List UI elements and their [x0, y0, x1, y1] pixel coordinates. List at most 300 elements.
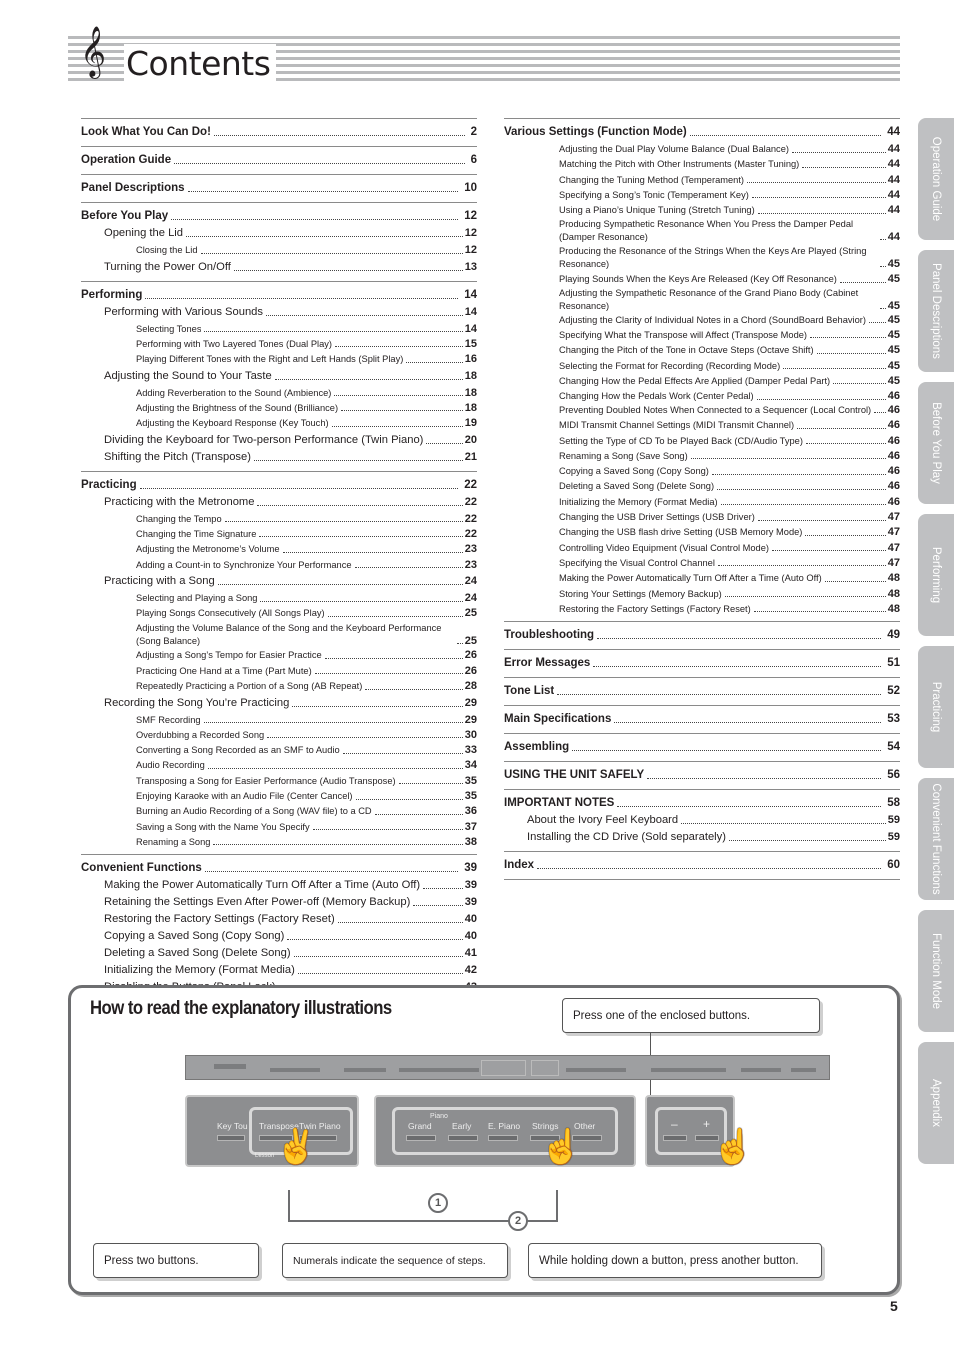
dot-leader: [205, 871, 458, 872]
toc-entry[interactable]: [81, 895, 477, 910]
dot-leader: [725, 596, 886, 597]
toc-entry-title: Copying a Saved Song (Copy Song): [559, 466, 709, 477]
toc-page-number: 44: [887, 143, 900, 155]
dot-leader: [880, 308, 886, 309]
panel-overview: [185, 1055, 830, 1080]
toc-entry[interactable]: [504, 813, 900, 828]
toc-entry[interactable]: [504, 404, 900, 417]
treble-clef-icon: 𝄞: [80, 26, 107, 77]
side-tab[interactable]: [918, 118, 954, 240]
toc-entry[interactable]: [504, 328, 900, 343]
toc-entry-title: Burning an Audio Recording of a Song (WAV file) to a CD: [136, 806, 372, 817]
toc-page-number: 22: [464, 512, 477, 525]
toc-entry-title: Adding Reverberation to the Sound (Ambience): [136, 387, 332, 398]
callout-press-two: [93, 1243, 259, 1278]
dot-leader: [341, 410, 463, 411]
toc-page-number: 25: [464, 634, 477, 647]
toc-section: [504, 621, 900, 649]
toc-page-number: 39: [464, 879, 477, 892]
toc-entry[interactable]: [504, 556, 900, 571]
dot-leader: [681, 823, 886, 824]
zoom-label: Grand: [408, 1121, 432, 1131]
side-tab[interactable]: [918, 910, 954, 1032]
toc-entry-title: Recording the Song You’re Practicing: [104, 696, 290, 709]
toc-entry-title: Selecting and Playing a Song: [136, 593, 258, 604]
dot-leader: [802, 167, 885, 168]
dot-leader: [325, 658, 463, 659]
toc-entry[interactable]: [81, 527, 477, 542]
dot-leader: [332, 426, 463, 427]
dot-leader: [171, 219, 458, 220]
toc-page-number: 22: [464, 495, 477, 508]
toc-page-number: 35: [464, 774, 477, 787]
toc-section: [504, 733, 900, 761]
dot-leader: [214, 135, 465, 136]
toc-entry-title: Error Messages: [504, 657, 591, 670]
toc-page-number: 24: [464, 592, 477, 605]
toc-entry-title: Look What You Can Do!: [81, 126, 211, 138]
dot-leader: [275, 379, 463, 380]
dot-leader: [758, 213, 886, 214]
toc-page-number: 45: [887, 314, 900, 327]
toc-entry[interactable]: [81, 416, 477, 431]
toc-entry[interactable]: [81, 591, 477, 606]
toc-entry[interactable]: [504, 449, 900, 464]
dot-leader: [840, 282, 886, 283]
side-tab-label: Operation Guide: [930, 136, 942, 222]
toc-entry[interactable]: [504, 389, 900, 404]
toc-entry[interactable]: [81, 664, 477, 679]
dot-leader: [423, 888, 463, 889]
toc-page-number: 20: [464, 433, 477, 446]
dot-leader: [283, 552, 463, 553]
toc-page-number: 44: [887, 231, 900, 244]
toc-entry-title: MIDI Transmit Channel Settings (MIDI Transmit Channel): [559, 420, 795, 431]
toc-entry[interactable]: [81, 963, 477, 978]
dot-leader: [204, 331, 462, 332]
toc-entry-title: Specifying the Visual Control Channel: [559, 557, 715, 568]
toc-entry[interactable]: [81, 352, 477, 367]
toc-entry-title: Repeatedly Practicing a Portion of a Song (AB Repeat): [136, 681, 363, 692]
dot-leader: [292, 706, 462, 707]
toc-entry-title: Practicing: [81, 478, 137, 491]
toc-entry-title: Producing Sympathetic Resonance When You Press the Damper Pedal (Damper Resonance): [559, 219, 854, 243]
dot-leader: [287, 939, 462, 940]
dot-leader: [747, 182, 886, 183]
dot-leader: [343, 753, 463, 754]
toc-right-column: [504, 118, 900, 880]
toc-entry-title: USING THE UNIT SAFELY: [504, 769, 645, 782]
toc-entry[interactable]: [81, 679, 477, 694]
toc-entry-title: Enjoying Karaoke with an Audio File (Center Cancel): [136, 791, 353, 802]
toc-entry[interactable]: [504, 287, 900, 313]
toc-entry-title: Closing the Lid: [136, 245, 198, 255]
dot-leader: [294, 956, 463, 957]
dot-leader: [406, 362, 462, 363]
toc-page-number: 45: [887, 300, 900, 313]
pointing-hand-icon: ☝: [712, 1128, 755, 1166]
toc-entry[interactable]: [504, 203, 900, 218]
dot-leader: [218, 584, 463, 585]
toc-entry-title: Adjusting the Metronome’s Volume: [136, 544, 280, 555]
toc-page-number: 44: [887, 204, 900, 217]
toc-section: [81, 202, 477, 281]
toc-page-number: 23: [464, 558, 477, 571]
toc-entry[interactable]: [504, 628, 900, 643]
toc-entry[interactable]: [504, 125, 900, 140]
toc-entry[interactable]: [504, 173, 900, 188]
dot-leader: [335, 346, 463, 347]
toc-page-number: 29: [464, 696, 477, 709]
dot-leader: [186, 236, 463, 237]
toc-entry[interactable]: [504, 684, 900, 699]
side-tab-label: Appendix: [930, 1079, 942, 1127]
dot-leader: [718, 565, 886, 566]
dot-leader: [874, 412, 886, 413]
toc-entry[interactable]: [504, 510, 900, 525]
toc-entry[interactable]: [81, 946, 477, 961]
dot-leader: [617, 806, 881, 807]
toc-page-number: 46: [887, 495, 900, 508]
side-tab[interactable]: [918, 250, 954, 372]
toc-entry[interactable]: [81, 606, 477, 621]
callout-text: Press two buttons.: [104, 1254, 199, 1267]
side-tab-label: Practicing: [930, 681, 942, 733]
toc-entry[interactable]: [81, 153, 477, 168]
dot-leader: [833, 383, 886, 384]
toc-entry-title: Playing Sounds When the Keys Are Released (Key Off Resonance): [559, 274, 837, 285]
zoom-label: Strings: [532, 1121, 559, 1131]
toc-entry-title: Setting the Type of CD To be Played Back (CD/Audio Type): [559, 435, 803, 446]
toc-entry[interactable]: [81, 878, 477, 893]
callout-press-enclosed: [562, 998, 820, 1033]
toc-entry-title: Installing the CD Drive (Sold separately): [527, 831, 726, 844]
toc-entry-title: Main Specifications: [504, 713, 612, 726]
dot-leader: [145, 298, 458, 299]
toc-entry[interactable]: [504, 142, 900, 157]
toc-entry-title: Practicing One Hand at a Time (Part Mute): [136, 665, 312, 676]
dot-leader: [880, 239, 886, 240]
dot-leader: [810, 337, 886, 338]
toc-page-number: 48: [887, 587, 900, 600]
toc-entry[interactable]: [81, 288, 477, 303]
toc-entry-title: Restoring the Factory Settings (Factory Reset): [104, 913, 335, 926]
toc-entry[interactable]: [504, 374, 900, 389]
toc-entry-title: Opening the Lid: [104, 227, 183, 239]
toc-page-number: 12: [464, 227, 477, 239]
toc-entry-title: Changing the USB flash drive Setting (USB Memory Mode): [559, 527, 803, 538]
dot-leader: [260, 601, 462, 602]
toc-entry[interactable]: [81, 450, 477, 465]
callout-text: Numerals indicate the sequence of steps.: [293, 1254, 486, 1267]
toc-entry[interactable]: [504, 768, 900, 783]
toc-entry[interactable]: [81, 728, 477, 743]
toc-page-number: 46: [887, 390, 900, 403]
toc-entry[interactable]: [504, 434, 900, 449]
toc-entry[interactable]: [504, 656, 900, 671]
toc-entry-title: Selecting the Format for Recording (Recording Mode): [559, 360, 781, 371]
toc-entry-title: Overdubbing a Recorded Song: [136, 729, 265, 740]
toc-entry-title: Changing the Tuning Method (Temperament): [559, 174, 745, 185]
toc-entry[interactable]: [81, 512, 477, 527]
toc-entry-title: Index: [504, 859, 535, 872]
toc-page-number: 58: [887, 797, 900, 810]
toc-entry-title: Practicing with the Metronome: [104, 495, 255, 508]
toc-entry-title: Practicing with a Song: [104, 575, 215, 588]
toc-entry[interactable]: [81, 912, 477, 927]
toc-entry[interactable]: [81, 789, 477, 804]
zoom-label: Early: [452, 1121, 472, 1131]
toc-entry-title: Restoring the Factory Settings (Factory Reset): [559, 603, 751, 614]
toc-page-number: 48: [887, 602, 900, 615]
toc-page-number: 47: [887, 511, 900, 524]
toc-entry[interactable]: [81, 743, 477, 758]
toc-entry[interactable]: [81, 369, 477, 384]
zoom-label: Lesson: [255, 1153, 275, 1159]
toc-section: [504, 761, 900, 789]
toc-entry[interactable]: [81, 386, 477, 401]
toc-page-number: 56: [887, 769, 900, 782]
toc-page-number: 44: [887, 158, 900, 171]
dot-leader: [717, 489, 886, 490]
plus-icon: +: [703, 1117, 711, 1131]
toc-entry[interactable]: [81, 696, 477, 711]
toc-page-number: 52: [887, 685, 900, 698]
dot-leader: [754, 611, 886, 612]
dot-leader: [772, 550, 886, 551]
toc-entry-title: Assembling: [504, 741, 570, 754]
toc-left-column: [81, 118, 477, 1002]
toc-entry-title: Turning the Power On/Off: [104, 260, 231, 273]
dot-leader: [426, 443, 462, 444]
toc-entry[interactable]: [504, 495, 900, 510]
toc-page-number: 47: [887, 556, 900, 569]
dot-leader: [257, 505, 462, 506]
dot-leader: [758, 520, 886, 521]
toc-entry-title: Convenient Functions: [81, 862, 202, 875]
toc-entry-title: SMF Recording: [136, 714, 201, 725]
toc-page-number: 22: [464, 527, 477, 540]
step-number-2: 2: [508, 1211, 528, 1231]
toc-entry-title: Transposing a Song for Easier Performance (Audio Transpose): [136, 775, 396, 786]
toc-entry[interactable]: [81, 401, 477, 416]
toc-entry[interactable]: [81, 713, 477, 728]
toc-page-number: 14: [464, 322, 477, 335]
callout-numerals: [282, 1243, 508, 1278]
dot-leader: [597, 638, 881, 639]
toc-entry[interactable]: [504, 272, 900, 287]
dot-leader: [315, 673, 463, 674]
toc-entry[interactable]: [504, 541, 900, 556]
toc-entry[interactable]: [81, 322, 477, 337]
toc-entry-title: Performing with Various Sounds: [104, 305, 263, 318]
callout-hold-press: [528, 1243, 822, 1278]
toc-entry[interactable]: [81, 558, 477, 573]
toc-page-number: 23: [464, 543, 477, 556]
toc-entry[interactable]: [504, 525, 900, 540]
toc-entry[interactable]: [81, 478, 477, 493]
zoom-label: Twin Piano: [299, 1121, 341, 1131]
toc-page-number: 48: [887, 572, 900, 585]
toc-page-number: 40: [464, 930, 477, 943]
toc-entry[interactable]: [81, 337, 477, 352]
toc-page-number: 12: [464, 244, 477, 256]
toc-entry[interactable]: [81, 226, 477, 241]
zoom-label: Key Tou: [217, 1121, 248, 1131]
toc-page-number: 25: [464, 607, 477, 620]
side-tab-label: Convenient Functions: [930, 783, 942, 895]
toc-entry[interactable]: [81, 574, 477, 589]
toc-page-number: 39: [464, 862, 477, 875]
side-tab[interactable]: [918, 514, 954, 636]
toc-entry[interactable]: [81, 260, 477, 275]
toc-entry[interactable]: [504, 796, 900, 811]
toc-entry[interactable]: [81, 305, 477, 320]
toc-entry-title: Converting a Song Recorded as an SMF to Audio: [136, 745, 340, 756]
toc-entry[interactable]: [504, 314, 900, 327]
toc-entry[interactable]: [504, 188, 900, 203]
dot-leader: [869, 322, 886, 323]
toc-entry[interactable]: [81, 835, 477, 850]
toc-entry-title: Making the Power Automatically Turn Off After a Time (Auto Off): [559, 573, 822, 584]
toc-page-number: 14: [464, 288, 477, 301]
toc-page-number: 49: [887, 629, 900, 642]
toc-entry-title: Producing the Resonance of the Strings When the Keys Are Played (String Resonance): [559, 246, 867, 270]
toc-entry-title: Changing How the Pedal Effects Are Applied (Damper Pedal Part): [559, 375, 831, 386]
toc-entry-title: Changing the Pitch of the Tone in Octave Steps (Octave Shift): [559, 345, 814, 356]
toc-entry[interactable]: [81, 804, 477, 819]
toc-page-number: 37: [464, 820, 477, 833]
toc-entry[interactable]: [81, 125, 477, 140]
toc-entry[interactable]: [81, 929, 477, 944]
toc-page-number: 44: [887, 188, 900, 201]
side-tab[interactable]: [918, 1042, 954, 1164]
toc-entry[interactable]: [504, 218, 900, 244]
toc-entry[interactable]: [504, 418, 900, 433]
toc-entry[interactable]: [504, 858, 900, 873]
toc-entry-title: Renaming a Song (Save Song): [559, 450, 688, 461]
toc-entry-title: Adjusting the Clarity of Individual Notes in a Chord (SoundBoard Behavior): [559, 315, 866, 326]
toc-page-number: 24: [464, 575, 477, 588]
toc-entry[interactable]: [504, 359, 900, 374]
dot-leader: [757, 399, 886, 400]
toc-entry-title: Storing Your Settings (Memory Backup): [559, 588, 722, 599]
dot-leader: [365, 689, 462, 690]
toc-section: [504, 118, 900, 621]
toc-entry[interactable]: [504, 343, 900, 358]
dot-leader: [797, 428, 886, 429]
toc-entry[interactable]: [504, 602, 900, 617]
toc-page-number: 13: [464, 260, 477, 273]
minus-icon: –: [671, 1117, 678, 1131]
toc-section: [504, 649, 900, 677]
toc-page-number: 45: [887, 328, 900, 341]
toc-entry-title: Adding a Count-in to Synchronize Your Performance: [136, 559, 352, 570]
toc-entry[interactable]: [504, 479, 900, 494]
toc-page-number: 59: [887, 814, 900, 827]
toc-entry[interactable]: [81, 820, 477, 835]
toc-section: [504, 851, 900, 880]
toc-page-number: 54: [887, 741, 900, 754]
toc-page-number: 28: [464, 680, 477, 693]
toc-entry[interactable]: [81, 861, 477, 876]
side-tab[interactable]: [918, 382, 954, 504]
toc-entry[interactable]: [504, 712, 900, 727]
toc-entry-title: Panel Descriptions: [81, 182, 185, 194]
toc-entry[interactable]: [81, 495, 477, 510]
toc-page-number: 45: [887, 258, 900, 271]
toc-entry-title: Changing the Tempo: [136, 513, 222, 524]
toc-page-number: 6: [470, 154, 477, 166]
dot-leader: [259, 536, 462, 537]
zoom-label: Transpose: [259, 1121, 299, 1131]
toc-entry-title: Initializing the Memory (Format Media): [104, 964, 295, 977]
zoom-panel-transpose: [185, 1095, 359, 1167]
dot-leader: [825, 581, 886, 582]
side-tab[interactable]: [918, 778, 954, 900]
toc-page-number: 46: [887, 434, 900, 447]
toc-entry[interactable]: [504, 740, 900, 755]
toc-page-number: 44: [887, 126, 900, 138]
toc-entry-title: Dividing the Keyboard for Two-person Performance (Twin Piano): [104, 433, 424, 446]
dot-leader: [457, 643, 463, 644]
dot-leader: [691, 458, 886, 459]
toc-page-number: 22: [464, 478, 477, 491]
toc-entry-title: Performing: [81, 288, 143, 301]
toc-page-number: 59: [887, 831, 900, 844]
toc-page-number: 46: [887, 449, 900, 462]
dot-leader: [338, 922, 463, 923]
toc-page-number: 51: [887, 657, 900, 670]
toc-entry[interactable]: [81, 648, 477, 663]
toc-entry[interactable]: [81, 209, 477, 224]
toc-entry[interactable]: [504, 587, 900, 602]
toc-entry[interactable]: [81, 433, 477, 448]
side-tab-label: Function Mode: [930, 932, 942, 1010]
dot-leader: [254, 460, 463, 461]
toc-entry-title: Performing with Two Layered Tones (Dual Play): [136, 338, 333, 349]
side-tab[interactable]: [918, 646, 954, 768]
page-title: Contents: [124, 44, 276, 84]
toc-entry-title: Selecting Tones: [136, 323, 202, 334]
two-finger-hand-icon: ✌: [275, 1128, 318, 1166]
toc-section: [504, 677, 900, 705]
toc-entry[interactable]: [504, 464, 900, 479]
dot-leader: [806, 443, 886, 444]
toc-entry[interactable]: [81, 758, 477, 773]
toc-entry-title: Changing the Time Signature: [136, 528, 257, 539]
dot-leader: [204, 722, 463, 723]
toc-entry[interactable]: [81, 542, 477, 557]
toc-entry[interactable]: [504, 157, 900, 172]
toc-entry[interactable]: [504, 830, 900, 845]
dot-leader: [213, 844, 462, 845]
toc-page-number: 35: [464, 790, 477, 803]
toc-page-number: 30: [464, 728, 477, 741]
toc-entry[interactable]: [81, 181, 477, 196]
toc-entry[interactable]: [81, 243, 477, 258]
toc-entry-title: Retaining the Settings Even After Power-off (Memory Backup): [104, 896, 411, 909]
toc-page-number: 34: [464, 759, 477, 772]
toc-entry-title: Renaming a Song: [136, 836, 211, 847]
zoom-label: E. Piano: [488, 1121, 521, 1131]
toc-entry[interactable]: [504, 571, 900, 586]
toc-entry[interactable]: [81, 774, 477, 789]
toc-entry-title: Troubleshooting: [504, 629, 595, 642]
dot-leader: [614, 722, 881, 723]
toc-entry[interactable]: [504, 245, 900, 271]
toc-entry[interactable]: [81, 622, 477, 648]
